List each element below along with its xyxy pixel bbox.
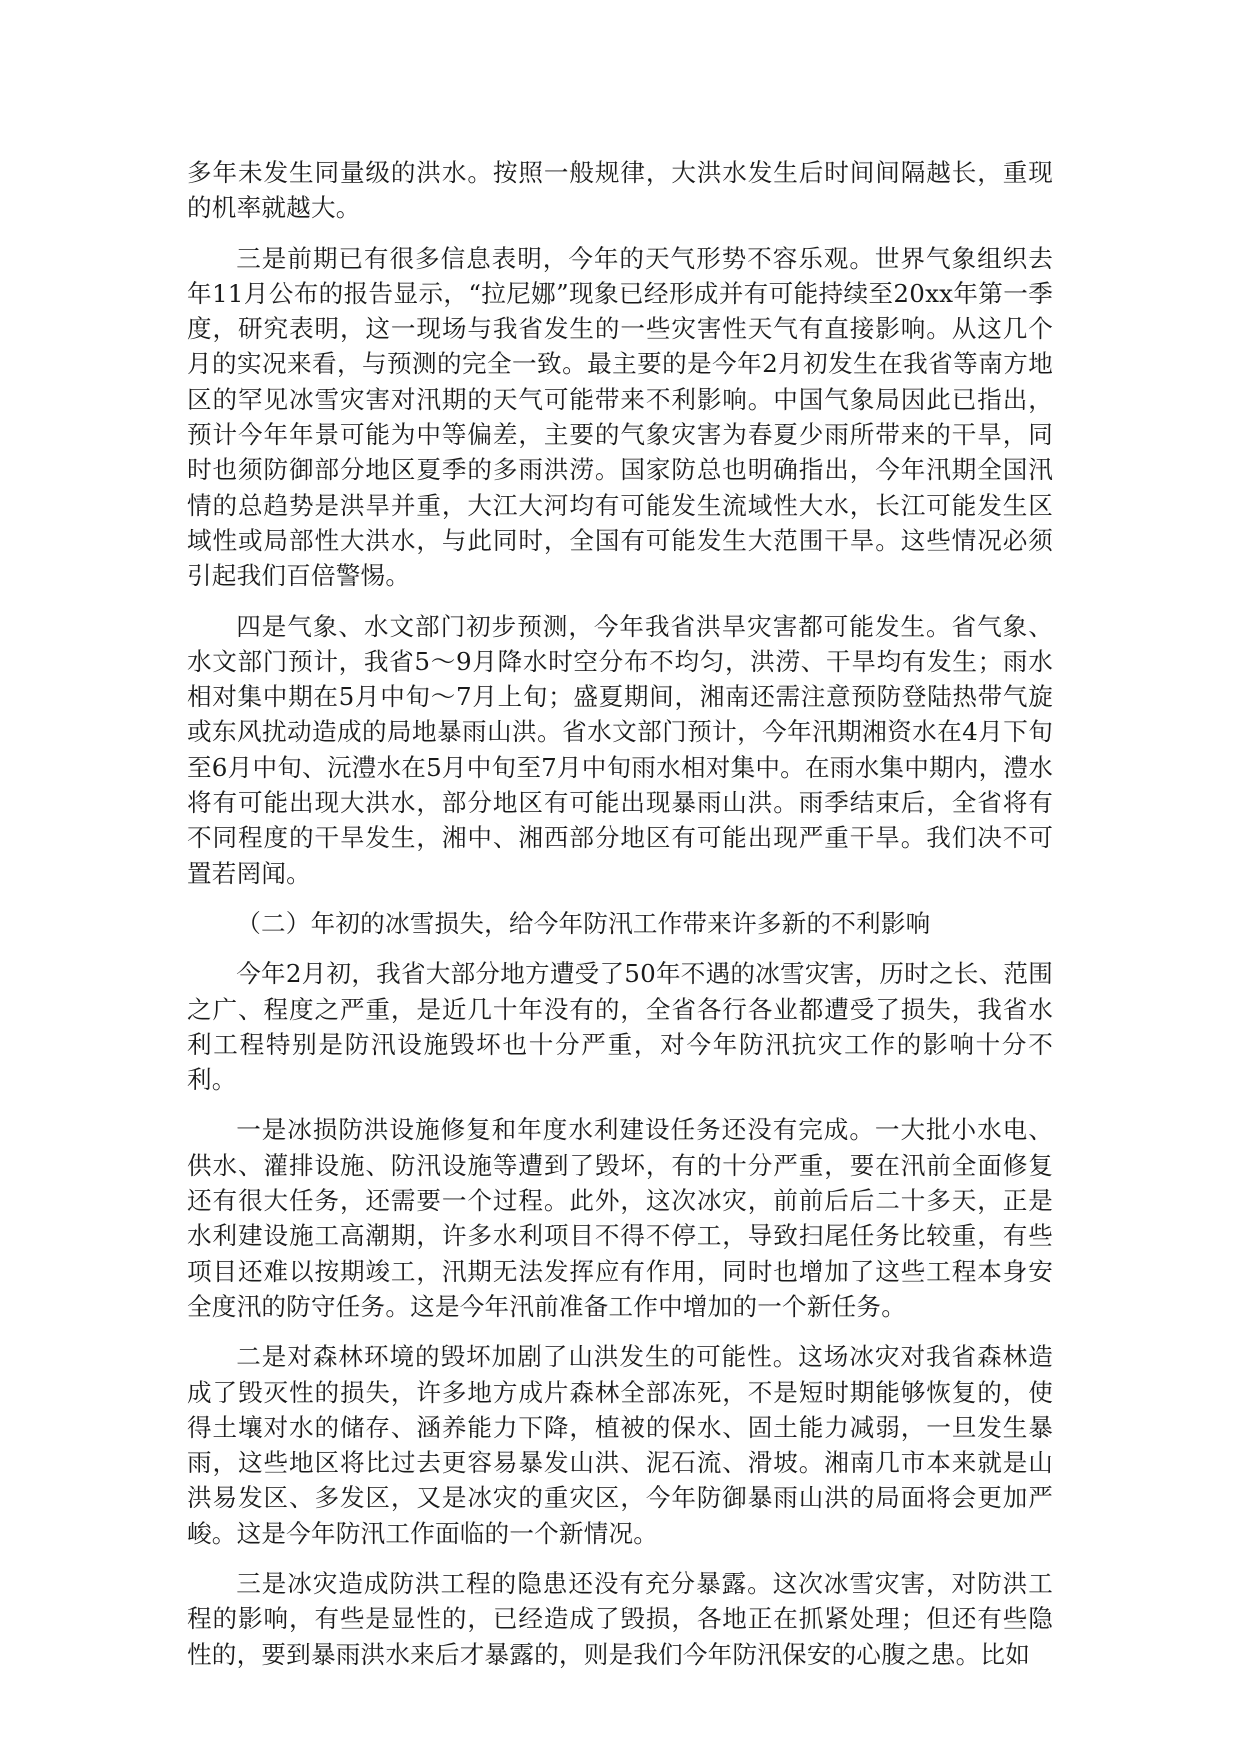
paragraph-hidden-hazards: 三是冰灾造成防洪工程的隐患还没有充分暴露。这次冰雪灾害，对防洪工程的影响，有些是显性的，已经造成了毁损，各地正在抓紧处理；但还有些隐性的，要到暴雨洪水来后才暴露的，则是我们今年防汛保安的心腹之患。比如 (187, 1568, 1053, 1669)
section-heading-ice-snow-losses: （二）年初的冰雪损失，给今年防汛工作带来许多新的不利影响 (236, 908, 931, 938)
paragraph-flood-recurrence: 多年未发生同量级的洪水。按照一般规律，大洪水发生后时间间隔越长，重现的机率就越大。 (187, 158, 1053, 223)
paragraph-ice-snow-disaster: 今年2月初，我省大部分地方遭受了50年不遇的冰雪灾害，历时之长、范围之广、程度之严重，是近几十年没有的，全省各行各业都遭受了损失，我省水利工程特别是防汛设施毁坏也十分严重，对今年防汛抗灾工作的影响十分不利。 (187, 959, 1053, 1095)
document-body (187, 155, 1053, 1687)
paragraph-facility-repair: 一是冰损防洪设施修复和年度水利建设任务还没有完成。一大批小水电、供水、灌排设施、防汛设施等遭到了毁坏，有的十分严重，要在汛前全面修复还有很大任务，还需要一个过程。此外，这次冰灾，前前后后二十多天，正是水利建设施工高潮期，许多水利项目不得不停工，导致扫尾任务比较重，有些项目还难以按期竣工，汛期无法发挥应有作用，同时也增加了这些工程本身安全度汛的防守任务。这是今年汛前准备工作中增加的一个新任务。 (187, 1115, 1053, 1321)
paragraph-hydrology-forecast: 四是气象、水文部门初步预测，今年我省洪旱灾害都可能发生。省气象、水文部门预计，我省5～9月降水时空分布不均匀，洪涝、干旱均有发生；雨水相对集中期在5月中旬～7月上旬；盛夏期间，湘南还需注意预防登陆热带气旋或东风扰动造成的局地暴雨山洪。省水文部门预计，今年汛期湘资水在4月下旬至6月中旬、沅澧水在5月中旬至7月中旬雨水相对集中。在雨水集中期内，澧水将有可能出现大洪水，部分地区有可能出现暴雨山洪。雨季结束后，全省将有不同程度的干旱发生，湘中、湘西部分地区有可能出现严重干旱。我们决不可置若罔闻。 (187, 611, 1053, 888)
paragraph-weather-outlook: 三是前期已有很多信息表明，今年的天气形势不容乐观。世界气象组织去年11月公布的报告显示，“拉尼娜”现象已经形成并有可能持续至20xx年第一季度，研究表明，这一现场与我省发生的一些灾害性天气有直接影响。从这几个月的实况来看，与预测的完全一致。最主要的是今年2月初发生在我省等南方地区的罕见冰雪灾害对汛期的天气可能带来不利影响。中国气象局因此已指出，预计今年年景可能为中等偏差，主要的气象灾害为春夏少雨所带来的干旱，同时也须防御部分地区夏季的多雨洪涝。国家防总也明确指出，今年汛期全国汛情的总趋势是洪旱并重，大江大河均有可能发生流域性大水，长江可能发生区域性或局部性大洪水，与此同时，全国有可能发生大范围干旱。这些情况必须引起我们百倍警惕。 (187, 243, 1053, 591)
paragraph-forest-damage: 二是对森林环境的毁坏加剧了山洪发生的可能性。这场冰灾对我省森林造成了毁灭性的损失，许多地方成片森林全部冻死，不是短时期能够恢复的，使得土壤对水的储存、涵养能力下降，植被的保水、固土能力减弱，一旦发生暴雨，这些地区将比过去更容易暴发山洪、泥石流、滑坡。湘南几市本来就是山洪易发区、多发区，又是冰灾的重灾区，今年防御暴雨山洪的局面将会更加严峻。这是今年防汛工作面临的一个新情况。 (187, 1342, 1053, 1548)
